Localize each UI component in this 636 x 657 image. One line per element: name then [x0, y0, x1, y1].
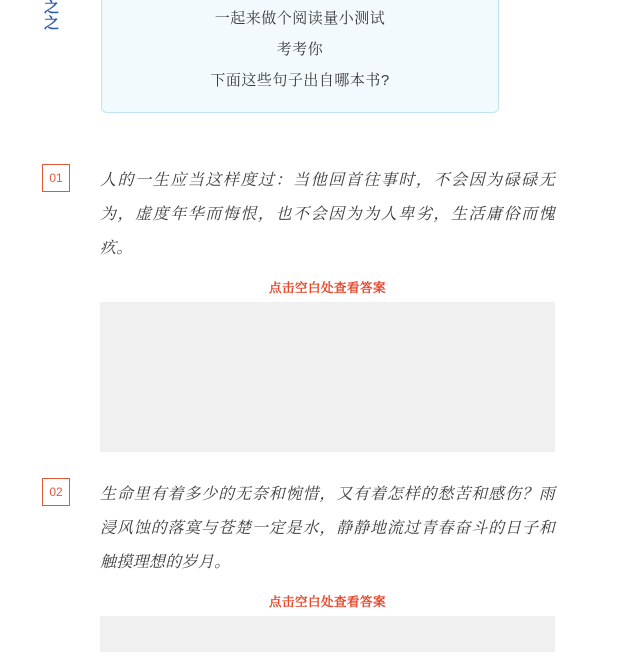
question-body — [100, 164, 555, 452]
question-text: 人的一生应当这样度过：当他回首往事时，不会因为碌碌无为，虚度年华而悔恨，也不会因为为人卑劣，生活庸俗而愧疚。 — [100, 172, 555, 257]
intro-line-3: 下面这些句子出自哪本书? — [210, 72, 390, 89]
question-body — [100, 478, 555, 652]
brand-logo — [30, 0, 74, 32]
question-number-badge: 02 — [42, 478, 70, 506]
intro-card — [101, 0, 499, 113]
reveal-answer-hint[interactable]: 点击空白处查看答案 — [268, 595, 386, 609]
brand-logo-line-1: 之 — [43, 0, 60, 16]
brand-logo-line-2: 之 — [43, 16, 60, 32]
answer-area[interactable] — [100, 616, 555, 652]
intro-line-2: 考考你 — [276, 41, 324, 58]
answer-area[interactable] — [100, 302, 555, 452]
intro-line-1: 一起来做个阅读量小测试 — [214, 10, 386, 27]
reveal-answer-hint[interactable]: 点击空白处查看答案 — [268, 281, 386, 295]
question-number-badge: 01 — [42, 164, 70, 192]
question-text: 生命里有着多少的无奈和惋惜，又有着怎样的愁苦和感伤？雨浸风蚀的落寞与苍楚一定是水，静静地流过青春奋斗的日子和触摸理想的岁月。 — [100, 486, 555, 571]
